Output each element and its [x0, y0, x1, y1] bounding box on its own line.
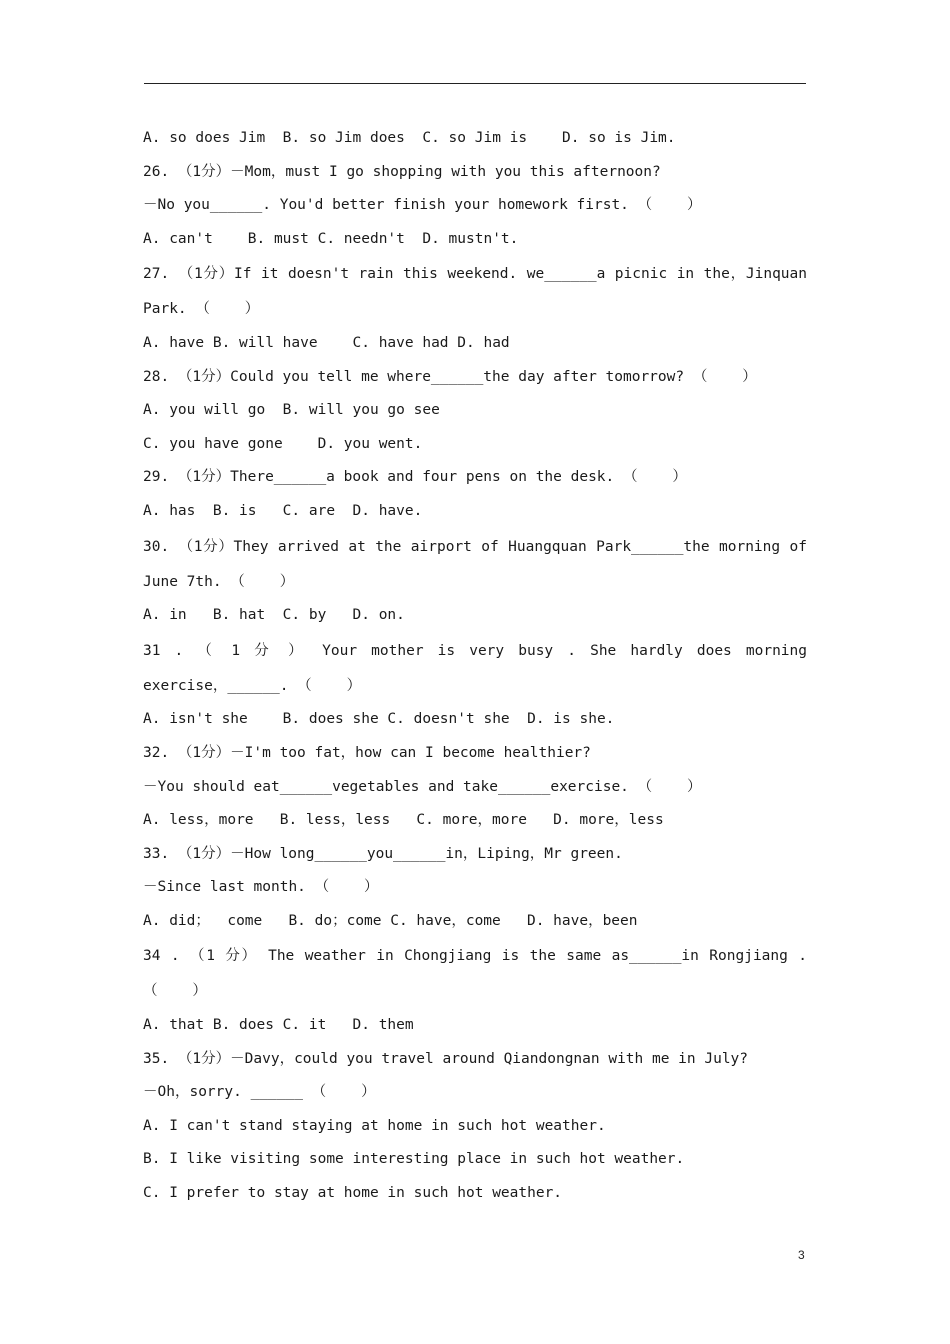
text-line: －You should eat______vegetables and take______exercise. （ ） — [143, 778, 702, 795]
text-line: 34 . （1 分） The weather in Chongjiang is the same as______in Rongjiang . — [143, 948, 807, 965]
text-line: A. have B. will have C. have had D. had — [143, 334, 510, 351]
text-line: 31 . （ 1 分 ） Your mother is very busy . She hardly does morning — [143, 642, 807, 659]
text-line: （ ） — [143, 983, 207, 1000]
text-line: 30. （1分）They arrived at the airport of Huangquan Park______the morning of — [143, 538, 807, 555]
text-line: A. did； come B. do；come C. have，come D. have，been — [143, 912, 638, 929]
header-rule — [144, 83, 806, 84]
text-line: C. you have gone D. you went. — [143, 435, 423, 452]
text-line: A. isn't she B. does she C. doesn't she D. is she. — [143, 711, 615, 728]
text-line: A. I can't stand staying at home in such hot weather. — [143, 1117, 606, 1134]
text-line: 26. （1分）－Mom，must I go shopping with you this afternoon? — [143, 163, 661, 180]
text-line: A. can't B. must C. needn't D. mustn't. — [143, 230, 519, 247]
text-line: 33. （1分）－How long______you______in，Liping，Mr green. — [143, 845, 623, 862]
text-line: B. I like visiting some interesting place in such hot weather. — [143, 1151, 685, 1168]
page-number: 3 — [798, 1248, 805, 1262]
text-line: A. you will go B. will you go see — [143, 402, 440, 419]
text-line: A. has B. is C. are D. have. — [143, 502, 423, 519]
text-line: －Oh，sorry. ______ （ ） — [143, 1084, 376, 1101]
text-line: 32. （1分）－I'm too fat，how can I become healthier? — [143, 744, 591, 761]
text-line: C. I prefer to stay at home in such hot weather. — [143, 1185, 563, 1202]
text-line: A. so does Jim B. so Jim does C. so Jim is D. so is Jim. — [143, 130, 676, 146]
text-line: 29. （1分）There______a book and four pens on the desk. （ ） — [143, 469, 687, 486]
text-line: －No you______. You'd better finish your homework first. （ ） — [143, 197, 702, 214]
text-line: －Since last month. （ ） — [143, 879, 379, 896]
text-line: A. less，more B. less，less C. more，more D. more，less — [143, 812, 664, 829]
text-line: 28. （1分）Could you tell me where______the day after tomorrow? （ ） — [143, 368, 757, 385]
text-line: June 7th. （ ） — [143, 573, 295, 590]
text-line: 27. （1分）If it doesn't rain this weekend. we______a picnic in the，Jinquan — [143, 266, 807, 283]
text-line: 35. （1分）－Davy，could you travel around Qiandongnan with me in July? — [143, 1050, 749, 1067]
text-line: A. in B. hat C. by D. on. — [143, 607, 405, 624]
text-line: A. that B. does C. it D. them — [143, 1017, 414, 1034]
text-line: Park. （ ） — [143, 301, 260, 318]
question-text — [143, 122, 807, 1211]
text-line: exercise，______. （ ） — [143, 677, 362, 694]
